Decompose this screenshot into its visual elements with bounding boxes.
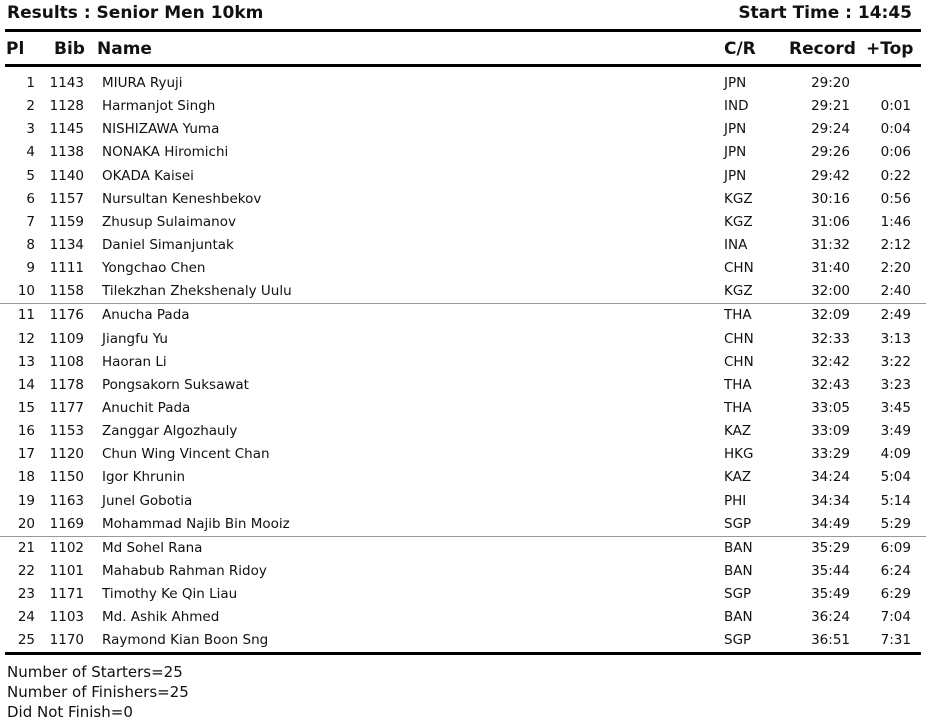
- bib-cell: 1150: [49, 469, 84, 486]
- country-cell: JPN: [724, 144, 747, 161]
- athlete-name-cell: Anucha Pada: [102, 307, 190, 324]
- place-cell: 14: [17, 376, 35, 393]
- bib-cell: 1108: [49, 353, 84, 370]
- place-cell: 16: [17, 423, 35, 440]
- table-row: [0, 211, 926, 234]
- header-gap: +Top: [866, 39, 914, 59]
- place-cell: 1: [26, 75, 35, 91]
- place-cell: 24: [17, 609, 35, 626]
- title-bar: [7, 3, 912, 25]
- header-name: Name: [97, 39, 152, 59]
- place-cell: 11: [17, 307, 35, 324]
- record-time-cell: 32:43: [811, 376, 850, 393]
- athlete-name-cell: Tilekzhan Zhekshenaly Uulu: [102, 283, 292, 300]
- athlete-name-cell: NONAKA Hiromichi: [102, 144, 229, 161]
- bib-cell: 1103: [49, 609, 84, 626]
- table-row: [0, 188, 926, 211]
- place-cell: 2: [26, 98, 35, 115]
- gap-to-top-cell: 0:01: [880, 98, 911, 115]
- place-cell: 13: [17, 353, 35, 370]
- country-cell: SGP: [724, 632, 752, 649]
- start-time: Start Time : 14:45: [738, 3, 912, 23]
- country-cell: SGP: [724, 586, 752, 603]
- bib-cell: 1143: [49, 75, 84, 91]
- country-cell: KAZ: [724, 423, 752, 440]
- table-row: [0, 420, 926, 443]
- bib-cell: 1138: [49, 144, 84, 161]
- gap-to-top-cell: 5:29: [880, 515, 911, 532]
- table-row: [0, 257, 926, 280]
- athlete-name-cell: Nursultan Keneshbekov: [102, 190, 262, 207]
- record-time-cell: 35:49: [811, 586, 850, 603]
- athlete-name-cell: Raymond Kian Boon Sng: [102, 632, 269, 649]
- record-time-cell: 33:05: [811, 399, 850, 416]
- bib-cell: 1101: [49, 562, 84, 579]
- summary: [7, 662, 189, 722]
- bib-cell: 1157: [49, 190, 84, 207]
- gap-to-top-cell: 0:22: [880, 167, 911, 184]
- athlete-name-cell: Md Sohel Rana: [102, 539, 203, 556]
- place-cell: 19: [17, 492, 35, 509]
- bib-cell: 1170: [49, 632, 84, 649]
- gap-to-top-cell: 2:40: [880, 283, 911, 300]
- country-cell: CHN: [724, 353, 754, 370]
- table-row: [0, 141, 926, 164]
- table-row: [0, 234, 926, 257]
- table-row: [0, 513, 926, 537]
- table-row: [0, 466, 926, 489]
- table-row: [0, 560, 926, 583]
- table-row: [0, 280, 926, 304]
- place-cell: 15: [17, 399, 35, 416]
- record-time-cell: 34:24: [811, 469, 850, 486]
- record-time-cell: 29:20: [811, 75, 850, 91]
- table-row: [0, 328, 926, 351]
- table-row: [0, 397, 926, 420]
- table-row: [0, 374, 926, 397]
- athlete-name-cell: Timothy Ke Qin Liau: [102, 586, 238, 603]
- athlete-name-cell: Md. Ashik Ahmed: [102, 609, 220, 626]
- record-time-cell: 29:26: [811, 144, 850, 161]
- gap-to-top-cell: 2:20: [880, 260, 911, 277]
- starters-count: Number of Starters=25: [7, 663, 183, 681]
- gap-to-top-cell: 4:09: [880, 446, 911, 463]
- bib-cell: 1128: [49, 98, 84, 115]
- athlete-name-cell: Mahabub Rahman Ridoy: [102, 562, 267, 579]
- country-cell: INA: [724, 236, 748, 253]
- record-time-cell: 30:16: [811, 190, 850, 207]
- table-row: [0, 537, 926, 560]
- table-row: [0, 351, 926, 374]
- record-time-cell: 36:24: [811, 609, 850, 626]
- record-time-cell: 36:51: [811, 632, 850, 649]
- bib-cell: 1158: [49, 283, 84, 300]
- bottom-rule: [5, 652, 921, 655]
- gap-to-top-cell: 3:49: [880, 423, 911, 440]
- gap-to-top-cell: 3:22: [880, 353, 911, 370]
- country-cell: KGZ: [724, 213, 753, 230]
- country-cell: THA: [724, 399, 752, 416]
- table-row: [0, 165, 926, 188]
- athlete-name-cell: Anuchit Pada: [102, 399, 191, 416]
- record-time-cell: 31:40: [811, 260, 850, 277]
- place-cell: 12: [17, 330, 35, 347]
- country-cell: JPN: [724, 75, 747, 91]
- country-cell: JPN: [724, 167, 747, 184]
- table-row: [0, 490, 926, 513]
- country-cell: THA: [724, 307, 752, 324]
- country-cell: IND: [724, 98, 749, 115]
- athlete-name-cell: Yongchao Chen: [102, 260, 206, 277]
- record-time-cell: 35:29: [811, 539, 850, 556]
- athlete-name-cell: Igor Khrunin: [102, 469, 186, 486]
- country-cell: KAZ: [724, 469, 752, 486]
- athlete-name-cell: Mohammad Najib Bin Mooiz: [102, 515, 290, 532]
- gap-to-top-cell: 0:04: [880, 121, 911, 138]
- header-rule: [5, 64, 921, 67]
- table-row: [0, 606, 926, 629]
- gap-to-top-cell: 6:29: [880, 586, 911, 603]
- record-time-cell: 34:49: [811, 515, 850, 532]
- top-rule: [5, 29, 921, 32]
- place-cell: 25: [17, 632, 35, 649]
- record-time-cell: 32:00: [811, 283, 850, 300]
- gap-to-top-cell: 6:24: [880, 562, 911, 579]
- gap-to-top-cell: 1:46: [880, 213, 911, 230]
- place-cell: 21: [17, 539, 35, 556]
- record-time-cell: 31:32: [811, 236, 850, 253]
- country-cell: CHN: [724, 330, 754, 347]
- bib-cell: 1169: [49, 515, 84, 532]
- header-bib: Bib: [54, 39, 85, 59]
- page-title: Results : Senior Men 10km: [7, 3, 264, 23]
- record-time-cell: 29:21: [811, 98, 850, 115]
- bib-cell: 1163: [49, 492, 84, 509]
- record-time-cell: 32:42: [811, 353, 850, 370]
- results-table: [0, 72, 926, 653]
- country-cell: BAN: [724, 562, 753, 579]
- athlete-name-cell: NISHIZAWA Yuma: [102, 121, 220, 138]
- bib-cell: 1111: [49, 260, 84, 277]
- bib-cell: 1176: [49, 307, 84, 324]
- gap-to-top-cell: 3:45: [880, 399, 911, 416]
- bib-cell: 1140: [49, 167, 84, 184]
- place-cell: 23: [17, 586, 35, 603]
- athlete-name-cell: Pongsakorn Suksawat: [102, 376, 249, 393]
- place-cell: 18: [17, 469, 35, 486]
- header-pl: Pl: [6, 39, 25, 59]
- record-time-cell: 34:34: [811, 492, 850, 509]
- athlete-name-cell: Zanggar Algozhauly: [102, 423, 238, 440]
- table-row: [0, 629, 926, 652]
- place-cell: 20: [17, 515, 35, 532]
- country-cell: KGZ: [724, 190, 753, 207]
- gap-to-top-cell: 3:23: [880, 376, 911, 393]
- bib-cell: 1153: [49, 423, 84, 440]
- place-cell: 22: [17, 562, 35, 579]
- bib-cell: 1109: [49, 330, 84, 347]
- athlete-name-cell: Zhusup Sulaimanov: [102, 213, 236, 230]
- bib-cell: 1177: [49, 399, 84, 416]
- bib-cell: 1134: [49, 236, 84, 253]
- place-cell: 8: [26, 236, 35, 253]
- place-cell: 6: [26, 190, 35, 207]
- gap-to-top-cell: 0:06: [880, 144, 911, 161]
- country-cell: KGZ: [724, 283, 753, 300]
- gap-to-top-cell: 5:14: [880, 492, 911, 509]
- bib-cell: 1159: [49, 213, 84, 230]
- record-time-cell: 35:44: [811, 562, 850, 579]
- athlete-name-cell: Chun Wing Vincent Chan: [102, 446, 270, 463]
- place-cell: 4: [26, 144, 35, 161]
- athlete-name-cell: Junel Gobotia: [102, 492, 193, 509]
- gap-to-top-cell: 7:04: [880, 609, 911, 626]
- table-row: [0, 443, 926, 466]
- gap-to-top-cell: 3:13: [880, 330, 911, 347]
- table-row: [0, 72, 926, 95]
- bib-cell: 1178: [49, 376, 84, 393]
- bib-cell: 1102: [49, 539, 84, 556]
- table-row: [0, 583, 926, 606]
- table-row: [0, 304, 926, 327]
- country-cell: PHI: [724, 492, 747, 509]
- country-cell: THA: [724, 376, 752, 393]
- athlete-name-cell: Haoran Li: [102, 353, 167, 370]
- gap-to-top-cell: 6:09: [880, 539, 911, 556]
- table-row: [0, 118, 926, 141]
- gap-to-top-cell: 5:04: [880, 469, 911, 486]
- record-time-cell: 33:09: [811, 423, 850, 440]
- place-cell: 10: [17, 283, 35, 300]
- header-record: Record: [789, 39, 856, 59]
- record-time-cell: 29:42: [811, 167, 850, 184]
- record-time-cell: 32:33: [811, 330, 850, 347]
- gap-to-top-cell: 2:12: [880, 236, 911, 253]
- athlete-name-cell: Jiangfu Yu: [102, 330, 168, 347]
- bib-cell: 1120: [49, 446, 84, 463]
- country-cell: BAN: [724, 609, 753, 626]
- athlete-name-cell: Harmanjot Singh: [102, 98, 216, 115]
- record-time-cell: 33:29: [811, 446, 850, 463]
- place-cell: 7: [26, 213, 35, 230]
- place-cell: 5: [26, 167, 35, 184]
- country-cell: HKG: [724, 446, 754, 463]
- place-cell: 3: [26, 121, 35, 138]
- gap-to-top-cell: 0:56: [880, 190, 911, 207]
- header-cr: C/R: [724, 39, 756, 59]
- finishers-count: Number of Finishers=25: [7, 683, 189, 701]
- gap-to-top-cell: 2:49: [880, 307, 911, 324]
- athlete-name-cell: OKADA Kaisei: [102, 167, 194, 184]
- table-row: [0, 95, 926, 118]
- athlete-name-cell: MIURA Ryuji: [102, 75, 183, 91]
- bib-cell: 1171: [49, 586, 84, 603]
- bib-cell: 1145: [49, 121, 84, 138]
- country-cell: SGP: [724, 515, 752, 532]
- record-time-cell: 31:06: [811, 213, 850, 230]
- place-cell: 17: [17, 446, 35, 463]
- record-time-cell: 29:24: [811, 121, 850, 138]
- athlete-name-cell: Daniel Simanjuntak: [102, 236, 234, 253]
- country-cell: BAN: [724, 539, 753, 556]
- place-cell: 9: [26, 260, 35, 277]
- record-time-cell: 32:09: [811, 307, 850, 324]
- dnf-count: Did Not Finish=0: [7, 703, 133, 721]
- country-cell: JPN: [724, 121, 747, 138]
- country-cell: CHN: [724, 260, 754, 277]
- gap-to-top-cell: 7:31: [880, 632, 911, 649]
